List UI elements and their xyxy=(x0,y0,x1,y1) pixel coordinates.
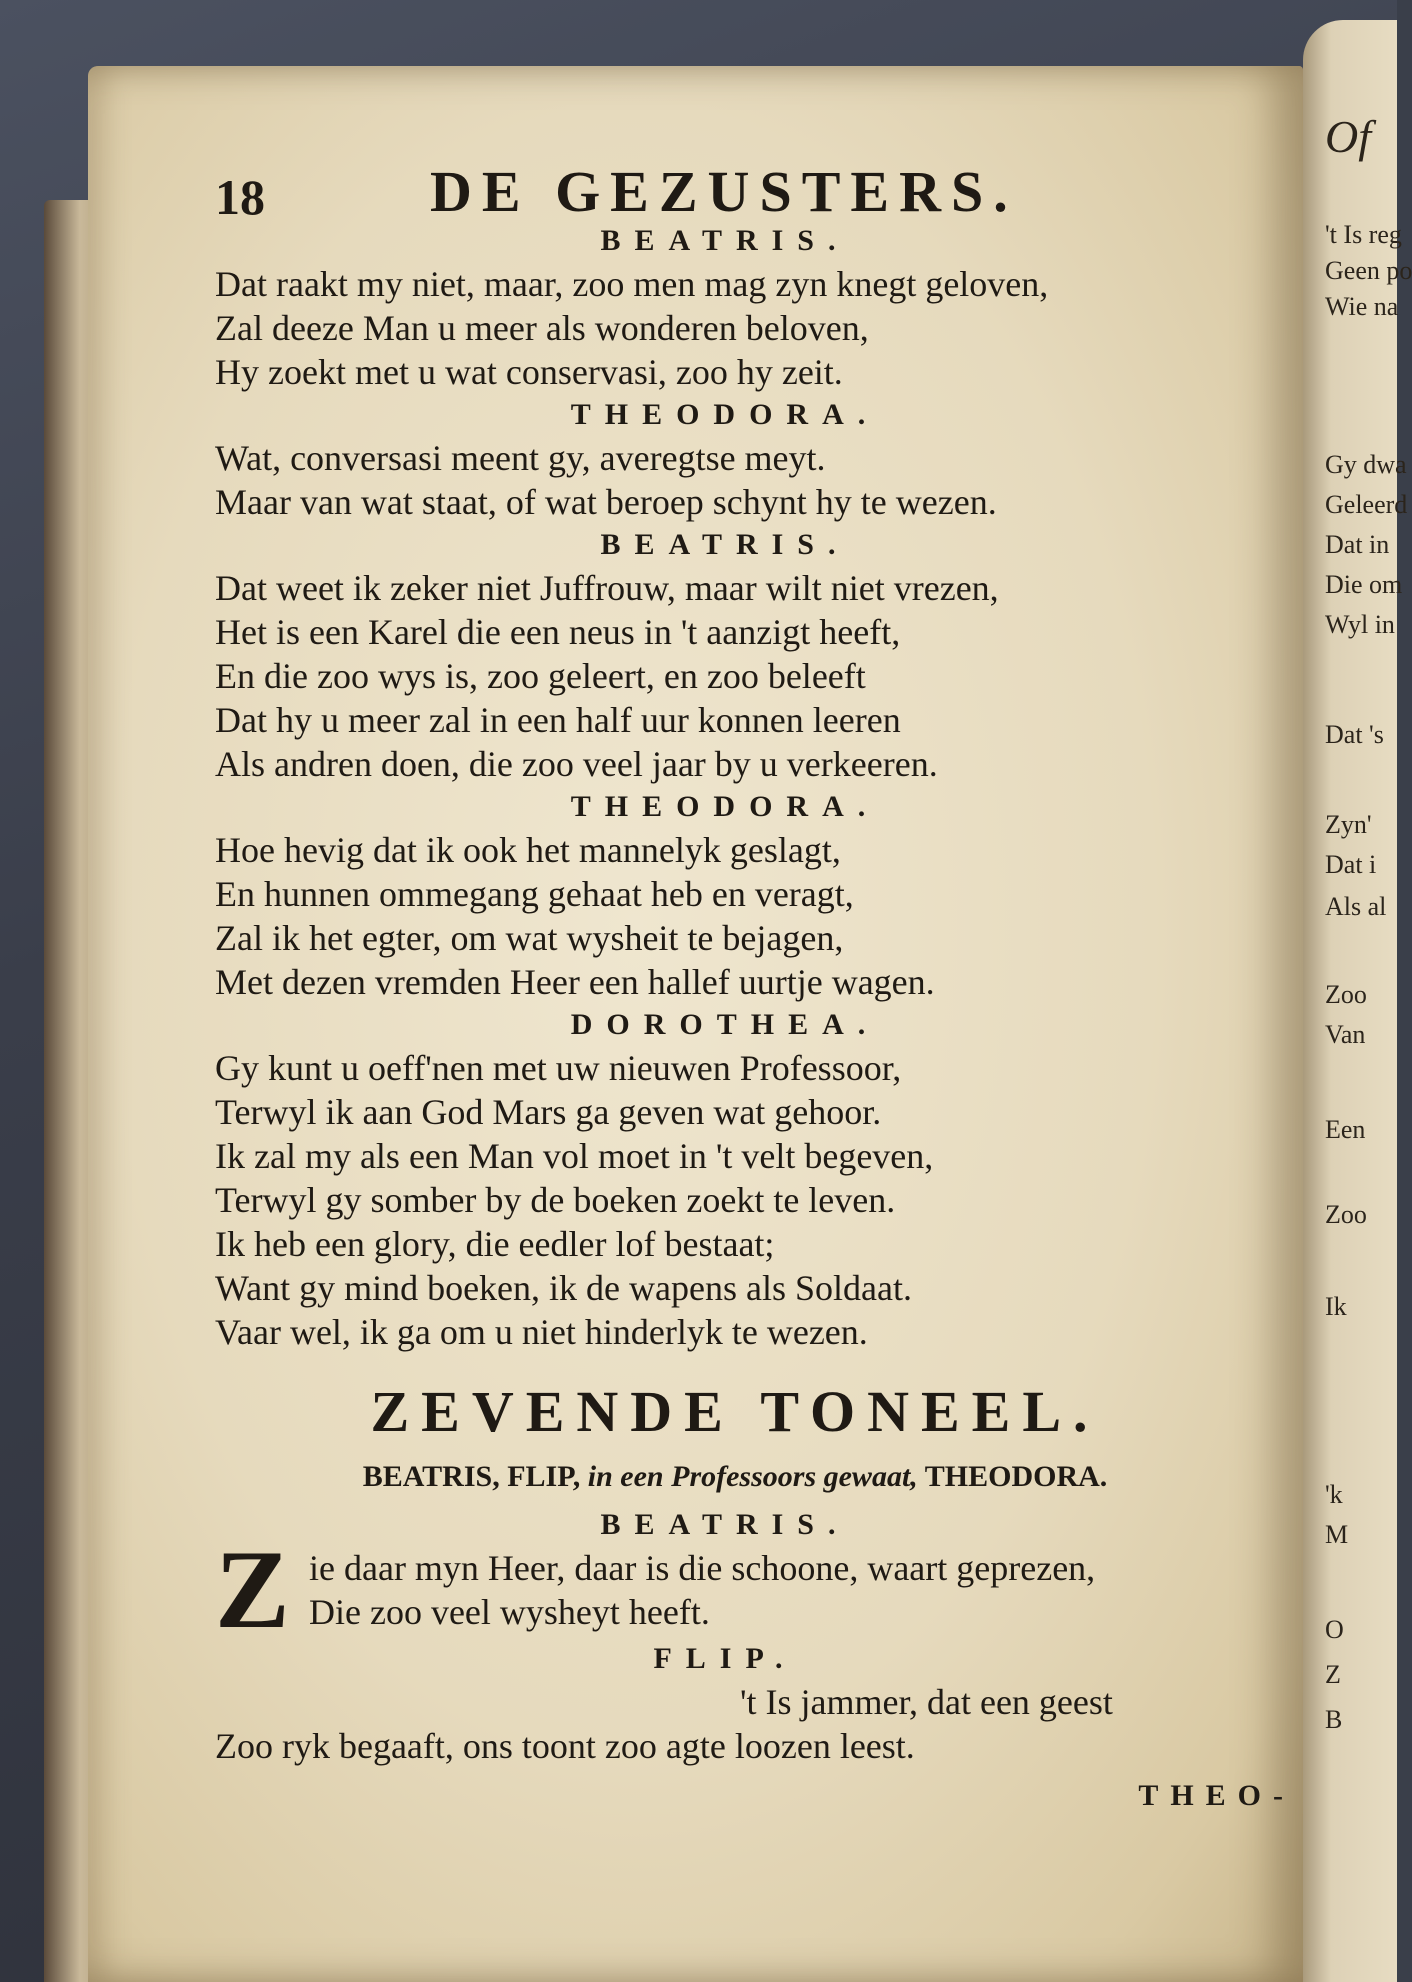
running-title: DE GEZUSTERS. xyxy=(430,159,1018,224)
opening-lines xyxy=(215,1528,1295,1652)
verse-line: Dat hy u meer zal in een half uur konnen leeren xyxy=(215,700,901,740)
speaker-name: FLIP. xyxy=(653,1642,797,1675)
verse-line: Want gy mind boeken, ik de wapens als Soldaat. xyxy=(215,1268,912,1308)
verse-line: Dat raakt my niet, maar, zoo men mag zyn knegt geloven, xyxy=(215,264,1049,304)
facing-line: Z xyxy=(1325,1660,1341,1689)
verse-line: Zal deeze Man u meer als wonderen beloven, xyxy=(215,308,869,348)
verse-line: Maar van wat staat, of wat beroep schynt hy te wezen. xyxy=(215,482,997,522)
facing-line: 't Is reg xyxy=(1325,220,1402,249)
speaker-name: BEATRIS. xyxy=(600,528,850,561)
catchword: THEO- xyxy=(1138,1779,1295,1812)
verse-line: Wat, conversasi meent gy, averegtse meyt. xyxy=(215,438,826,478)
speech-block xyxy=(215,1504,1295,1652)
speaker-name: BEATRIS. xyxy=(600,1508,850,1541)
facing-line: Zoo xyxy=(1325,980,1367,1009)
verse-line: Hoe hevig dat ik ook het mannelyk geslagt, xyxy=(215,830,841,870)
facing-line: Een xyxy=(1325,1115,1366,1144)
verse-line: En hunnen ommegang gehaat heb en veragt, xyxy=(215,874,854,914)
verse-line: 't Is jammer, dat een geest xyxy=(740,1682,1113,1722)
verse-line: Als andren doen, die zoo veel jaar by u verkeeren. xyxy=(215,744,938,784)
speaker-name: DOROTHEA. xyxy=(570,1008,880,1041)
facing-line: Ik xyxy=(1325,1292,1347,1321)
speech-block xyxy=(215,1004,1295,1354)
speech-block xyxy=(215,524,1295,786)
facing-line: Zyn' xyxy=(1325,810,1372,839)
characters-names: BEATRIS, FLIP, xyxy=(362,1460,581,1493)
speech-block xyxy=(215,394,1295,524)
facing-line: O xyxy=(1325,1615,1344,1644)
verse-line: Het is een Karel die een neus in 't aanzigt heeft, xyxy=(215,612,901,652)
verse-line: Met dezen vremden Heer een hallef uurtje wagen. xyxy=(215,962,935,1002)
facing-line: Dat 's xyxy=(1325,720,1384,749)
facing-line: Zoo xyxy=(1325,1200,1367,1229)
verse-line: Hy zoekt met u wat conservasi, zoo hy zeit. xyxy=(215,352,843,392)
verse-line: Dat weet ik zeker niet Juffrouw, maar wilt niet vrezen, xyxy=(215,568,999,608)
verse-line: Terwyl gy somber by de boeken zoekt te leven. xyxy=(215,1180,896,1220)
facing-line: Gy dwa xyxy=(1325,450,1407,479)
verse-line: Gy kunt u oeff'nen met uw nieuwen Professoor, xyxy=(215,1048,902,1088)
facing-line: Wie na xyxy=(1325,292,1399,321)
facing-line: Die om xyxy=(1325,570,1403,599)
facing-line: Dat i xyxy=(1325,850,1377,879)
facing-page xyxy=(1303,20,1412,1982)
facing-line: Wyl in xyxy=(1325,610,1395,639)
drop-cap: Z xyxy=(215,1528,290,1652)
characters-names-2: THEODORA. xyxy=(924,1460,1108,1493)
facing-line: Geen po xyxy=(1325,256,1412,285)
speaker-name: BEATRIS. xyxy=(600,224,850,257)
verse-line: Vaar wel, ik ga om u niet hinderlyk te wezen. xyxy=(215,1312,868,1352)
page-number: 18 xyxy=(215,169,265,225)
verse-line: Zoo ryk begaaft, ons toont zoo agte loozen leest. xyxy=(215,1726,915,1766)
speaker-name: THEODORA. xyxy=(570,398,880,431)
speech-block xyxy=(215,220,1295,394)
facing-line: M xyxy=(1325,1520,1349,1549)
speaker-name: THEODORA. xyxy=(570,790,880,823)
page-text xyxy=(215,150,1295,1820)
facing-line: Dat in xyxy=(1325,530,1390,559)
verse-line: Die zoo veel wysheyt heeft. xyxy=(309,1592,710,1632)
facing-line: Van xyxy=(1325,1020,1366,1049)
verse-line: Ik zal my als een Man vol moet in 't velt begeven, xyxy=(215,1136,934,1176)
facing-line: 'k xyxy=(1325,1480,1343,1509)
characters-costume: in een Professoors gewaat, xyxy=(587,1460,918,1493)
verse-line: En die zoo wys is, zoo geleert, en zoo beleeft xyxy=(215,656,866,696)
verse-line: Ik heb een glory, die eedler lof bestaat; xyxy=(215,1224,775,1264)
facing-line: B xyxy=(1325,1705,1343,1734)
verse-line: ie daar myn Heer, daar is die schoone, waart geprezen, xyxy=(309,1548,1096,1588)
verse-line: Terwyl ik aan God Mars ga geven wat gehoor. xyxy=(215,1092,882,1132)
facing-line: Of xyxy=(1325,111,1371,162)
scene-characters xyxy=(215,1450,1295,1504)
page-header xyxy=(215,150,1295,225)
scene-title: ZEVENDE TONEEL. xyxy=(370,1379,1100,1444)
speech-block xyxy=(215,786,1295,1004)
facing-line: Geleerd xyxy=(1325,490,1408,519)
facing-line: Als al xyxy=(1325,892,1387,921)
verse-line: Zal ik het egter, om wat wysheit te bejagen, xyxy=(215,918,844,958)
speech-block xyxy=(215,1638,1295,1768)
